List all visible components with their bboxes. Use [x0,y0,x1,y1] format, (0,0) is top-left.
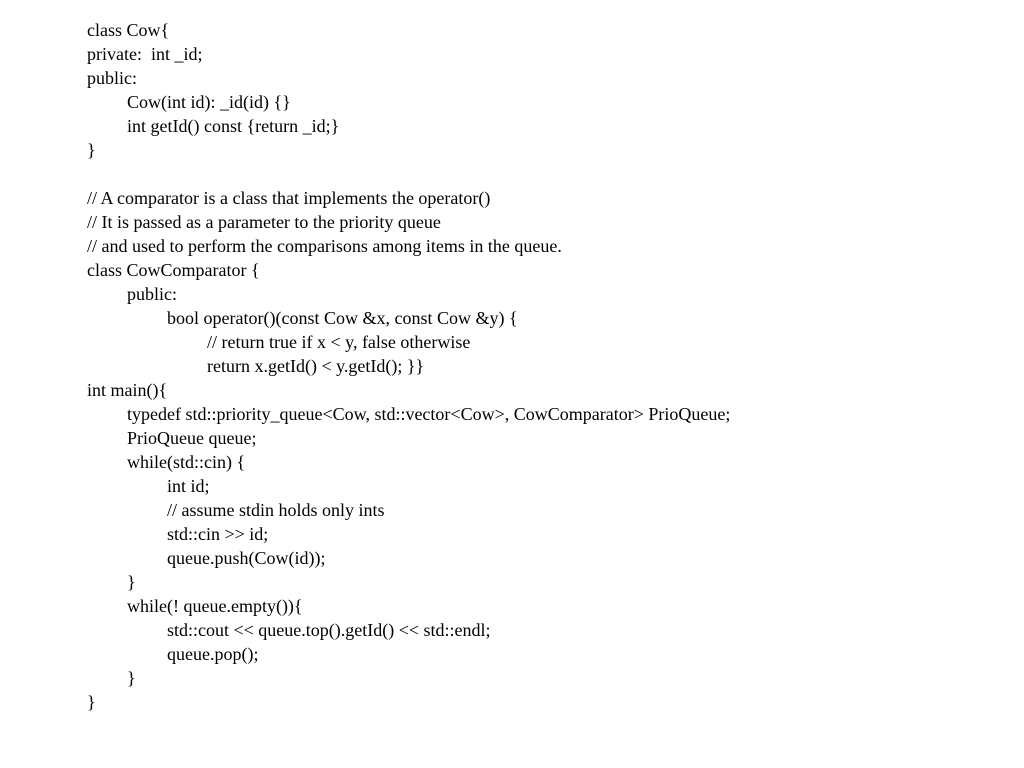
code-line: } [87,692,96,712]
code-line: return x.getId() < y.getId(); }} [207,356,425,376]
comment-line: // return true if x < y, false otherwise [207,332,471,352]
code-line: public: [87,68,137,88]
code-line: int getId() const {return _id;} [127,116,340,136]
code-line: int id; [167,476,210,496]
blank-line [87,162,730,186]
code-line: std::cout << queue.top().getId() << std::endl; [167,620,491,640]
code-line: class CowComparator { [87,260,260,280]
code-line: PrioQueue queue; [127,428,257,448]
code-line: Cow(int id): _id(id) {} [127,92,291,112]
code-line: while(! queue.empty()){ [127,596,303,616]
code-line: queue.pop(); [167,644,259,664]
code-line: typedef std::priority_queue<Cow, std::vector<Cow>, CowComparator> PrioQueue; [127,404,731,424]
code-listing [87,18,730,714]
comment-line: // A comparator is a class that implements the operator() [87,188,491,208]
code-line: } [87,140,96,160]
code-line: public: [127,284,177,304]
comment-line: // It is passed as a parameter to the priority queue [87,212,441,232]
comment-line: // assume stdin holds only ints [167,500,385,520]
code-line: int main(){ [87,380,168,400]
code-line: bool operator()(const Cow &x, const Cow &y) { [167,308,518,328]
code-line: std::cin >> id; [167,524,269,544]
code-line: private: int _id; [87,44,203,64]
comment-line: // and used to perform the comparisons among items in the queue. [87,236,562,256]
code-line: } [127,572,136,592]
code-line: while(std::cin) { [127,452,246,472]
code-line: class Cow{ [87,20,170,40]
code-line: queue.push(Cow(id)); [167,548,326,568]
code-line: } [127,668,136,688]
